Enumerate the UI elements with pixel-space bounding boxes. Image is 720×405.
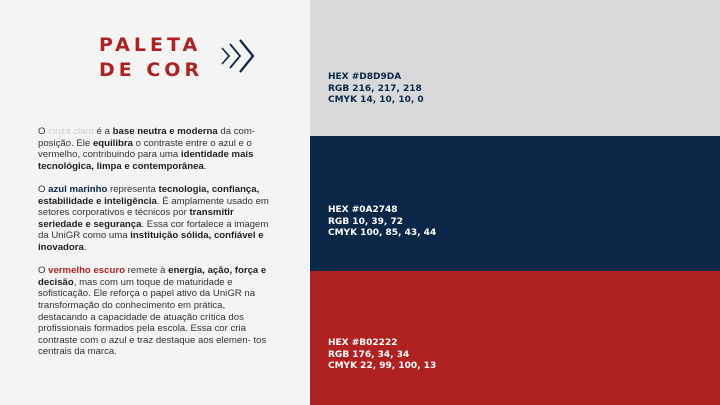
title-line-1: PALETA (99, 34, 202, 56)
paragraph-navy-blue: O azul marinho representa tecnologia, confiança, estabilidade e inteligência. É amplamente usado em setores corporativos e técnicos por transmitir seriedade e segurança. Essa cor fortalece a imagem da UniGR como uma instituição sólida, confiável e inovadora. (38, 183, 269, 253)
paragraph-dark-red: O vermelho escuro remete à energia, ação, força e decisão, mas com um toque de maturidade e sofisticação. Ele reforça o papel ativo da UniGR na transformação do conhecimento em prática, destacando a capacidade de atuação crítica dos profissionais formados pela escola. Essa cor cria contraste com o azul e traz destaque aos elemen- tos centrais da marca. (38, 265, 267, 358)
swatch-navy-blue (310, 136, 720, 271)
palette-description (38, 126, 270, 369)
rgb-code: RGB 176, 34, 34 (328, 349, 410, 360)
dark-red-term: vermelho escuro (48, 265, 125, 277)
paragraph-light-gray: O cinza claro é a base neutra e moderna da com- posição. Ele equilibra o contraste entre o azul e o vermelho, contribuindo para uma identidade mais tecnológica, limpa e contemporânea. (38, 126, 256, 172)
cmyk-code: CMYK 22, 99, 100, 13 (328, 361, 437, 371)
rgb-code: RGB 216, 217, 218 (328, 83, 422, 94)
triple-chevron-right-icon (220, 38, 260, 74)
color-codes (328, 205, 436, 240)
light-gray-term: cinza claro (48, 126, 94, 137)
rgb-code: RGB 10, 39, 72 (328, 216, 403, 227)
color-codes (328, 72, 424, 107)
hex-code: HEX #D8D9DA (328, 72, 402, 82)
cmyk-code: CMYK 100, 85, 43, 44 (328, 228, 437, 238)
description-panel (0, 0, 310, 405)
hex-code: HEX #0A2748 (328, 205, 398, 215)
swatch-light-gray (310, 0, 720, 136)
color-codes (328, 338, 436, 373)
cmyk-code: CMYK 14, 10, 10, 0 (328, 95, 424, 105)
swatch-dark-red (310, 271, 720, 405)
hex-code: HEX #B02222 (328, 338, 398, 348)
title-line-2: DE COR (99, 59, 204, 81)
navy-blue-term: azul marinho (48, 183, 108, 195)
page-title (99, 33, 203, 83)
